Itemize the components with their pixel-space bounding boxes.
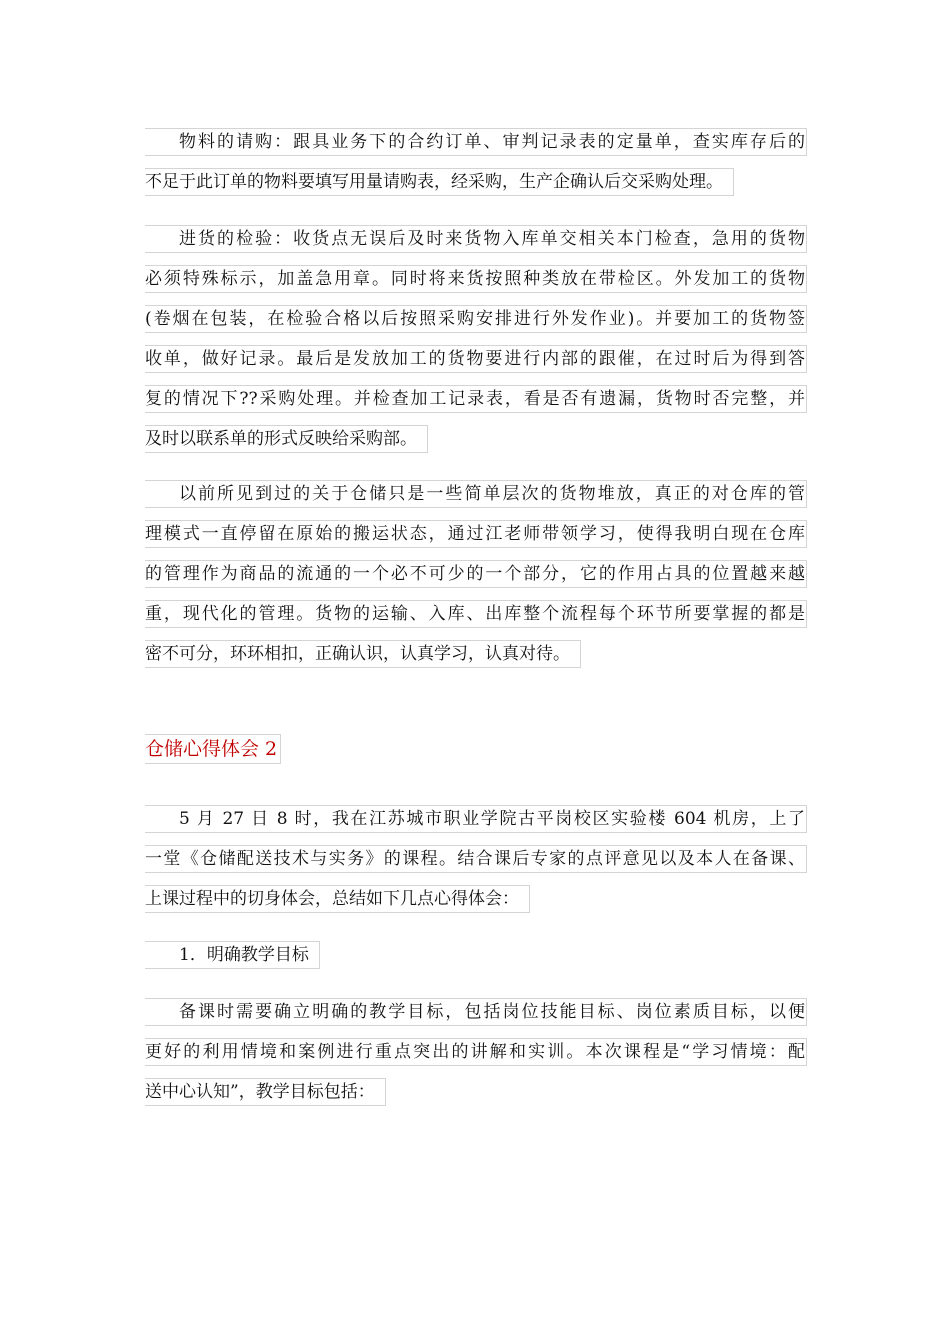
text-line: 上课过程中的切身体会，总结如下几点心得体会： — [145, 885, 530, 913]
text-line: 不足于此订单的物料要填写用量请购表，经采购，生产企确认后交采购处理。 — [145, 168, 734, 196]
text-line: 必须特殊标示，加盖急用章。同时将来货按照种类放在带检区。外发加工的货物 — [145, 265, 807, 293]
text-line: 更好的利用情境和案例进行重点突出的讲解和实训。本次课程是“学习情境：配 — [145, 1038, 807, 1066]
paragraph-lesson-prep — [145, 998, 807, 1122]
paragraph-goods-inspection — [145, 225, 807, 469]
paragraph-material-purchase — [145, 128, 807, 212]
text-line: (卷烟在包装，在检验合格以后按照采购安排进行外发作业)。并要加工的货物签 — [145, 305, 807, 333]
text-line: 5 月 27 日 8 时，我在江苏城市职业学院古平岗校区实验楼 604 机房，上了 — [145, 805, 807, 833]
text-line: 重，现代化的管理。货物的运输、入库、出库整个流程每个环节所要掌握的都是 — [145, 600, 807, 628]
text-line: 备课时需要确立明确的教学目标，包括岗位技能目标、岗位素质目标，以便 — [145, 998, 807, 1026]
section-heading: 仓储心得体会 2 — [145, 734, 281, 764]
text-line: 复的情况下??采购处理。并检查加工记录表，看是否有遗漏，货物时否完整，并 — [145, 385, 807, 413]
text-line: 一堂《仓储配送技术与实务》的课程。结合课后专家的点评意见以及本人在备课、 — [145, 845, 807, 873]
text-line: 1．明确教学目标 — [145, 941, 320, 969]
paragraph-class-intro — [145, 805, 807, 929]
text-line: 的管理作为商品的流通的一个必不可少的一个部分，它的作用占具的位置越来越 — [145, 560, 807, 588]
text-line: 进货的检验：收货点无误后及时来货物入库单交相关本门检查，急用的货物 — [145, 225, 807, 253]
text-line: 物料的请购：跟具业务下的合约订单、审判记录表的定量单，查实库存后的 — [145, 128, 807, 156]
text-line: 及时以联系单的形式反映给采购部。 — [145, 425, 428, 453]
paragraph-warehouse-reflection — [145, 480, 807, 684]
text-line: 送中心认知”，教学目标包括： — [145, 1078, 386, 1106]
text-line: 密不可分，环环相扣，正确认识，认真学习，认真对待。 — [145, 640, 581, 668]
text-line: 理模式一直停留在原始的搬运状态，通过江老师带领学习，使得我明白现在仓库 — [145, 520, 807, 548]
text-line: 收单，做好记录。最后是发放加工的货物要进行内部的跟催，在过时后为得到答 — [145, 345, 807, 373]
subheading-teaching-goals — [145, 941, 807, 985]
text-line: 以前所见到过的关于仓储只是一些简单层次的货物堆放，真正的对仓库的管 — [145, 480, 807, 508]
